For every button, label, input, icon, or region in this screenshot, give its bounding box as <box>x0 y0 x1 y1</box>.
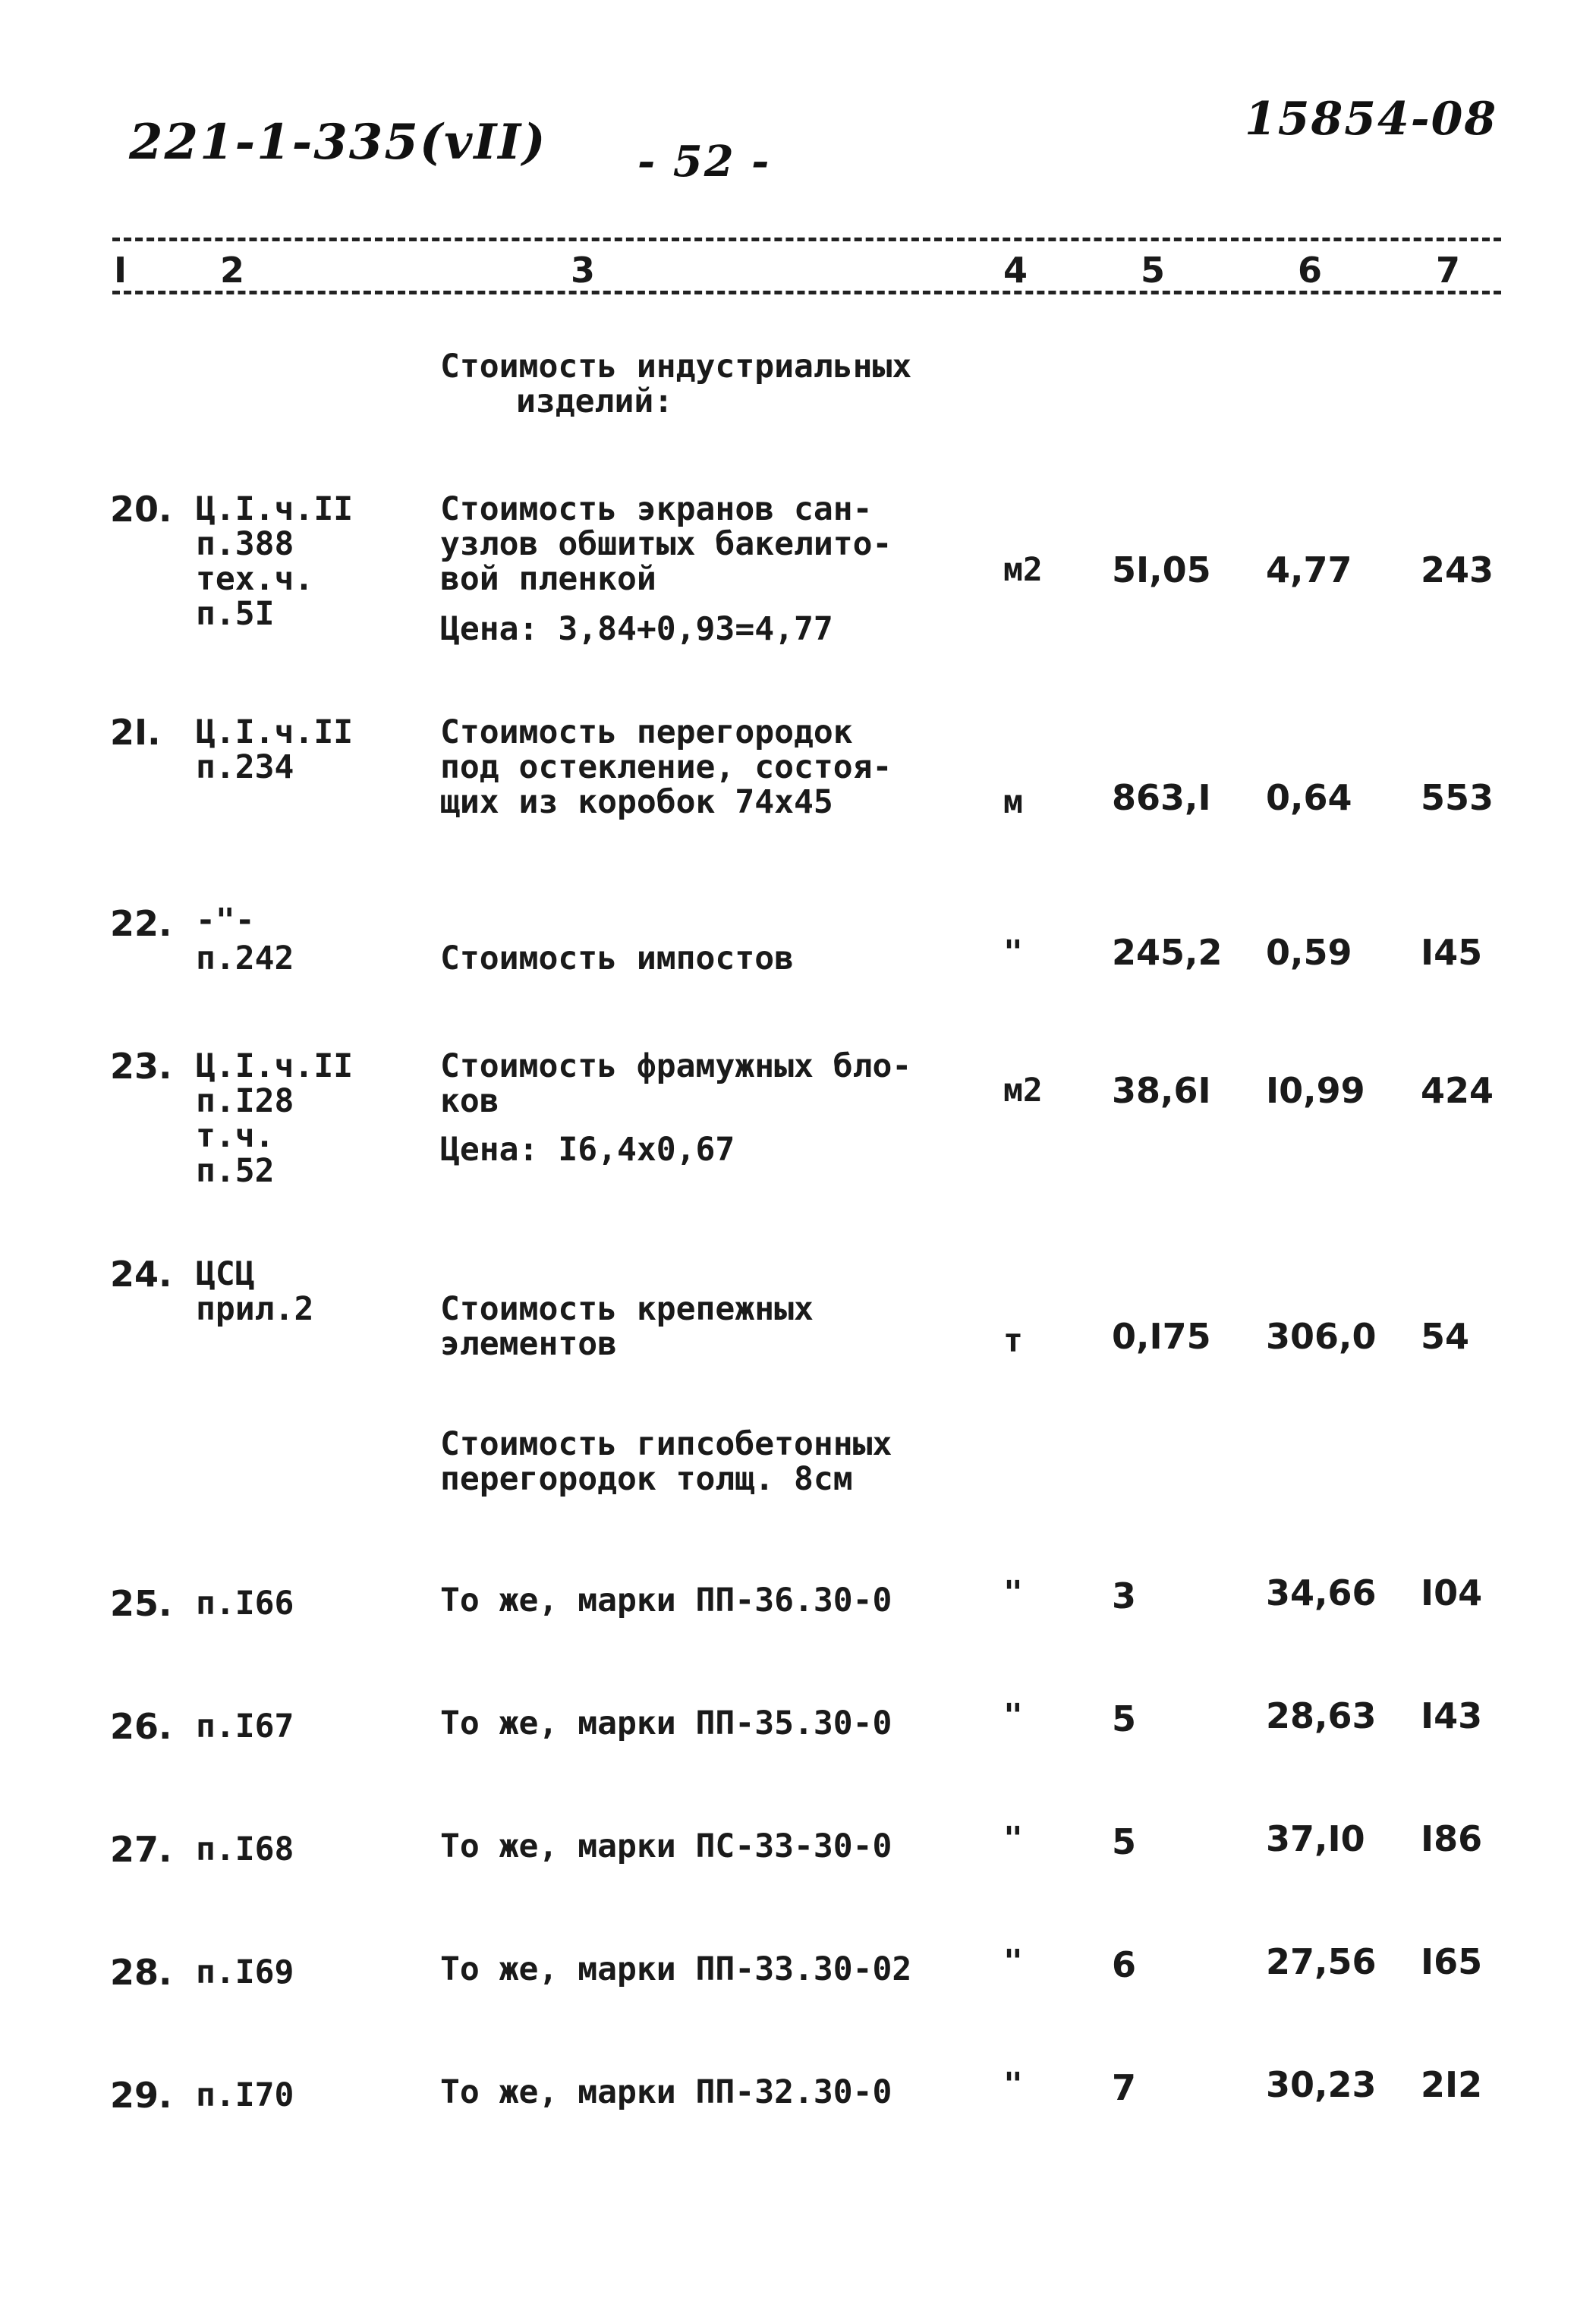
row-description: Стоимость импостов <box>440 940 794 977</box>
row-description: ков <box>440 1082 499 1120</box>
row-reference: п.5I <box>196 595 275 633</box>
row-unit: т <box>1003 1322 1023 1360</box>
column-number-5: 5 <box>1141 250 1166 291</box>
column-number-3: 3 <box>571 250 596 291</box>
column-number-1: I <box>114 250 127 291</box>
row-quantity: 38,6I <box>1112 1070 1211 1111</box>
row-reference: п.I70 <box>196 2076 294 2114</box>
section-heading-gypsum-line-2: перегородок толщ. 8см <box>440 1460 853 1498</box>
row-unit: м2 <box>1003 1072 1043 1110</box>
row-unit-price: I0,99 <box>1266 1070 1365 1111</box>
row-price-note: Цена: I6,4х0,67 <box>440 1131 735 1169</box>
row-total: I45 <box>1421 932 1483 973</box>
row-total: 553 <box>1421 777 1494 818</box>
row-reference: -"- <box>196 902 255 940</box>
row-reference: п.I66 <box>196 1585 294 1623</box>
section-heading-industrial-line-1: Стоимость индустриальных <box>440 348 912 386</box>
row-unit-price: 34,66 <box>1266 1572 1377 1613</box>
row-unit-price: 0,59 <box>1266 932 1352 973</box>
row-unit: " <box>1003 1943 1023 1981</box>
row-quantity: 7 <box>1112 2067 1137 2108</box>
row-description: То же, марки ПП-32.30-0 <box>440 2073 892 2111</box>
row-description: щих из коробок 74х45 <box>440 783 833 821</box>
row-total: 424 <box>1421 1070 1494 1111</box>
row-number: 22. <box>110 903 172 944</box>
row-unit-price: 27,56 <box>1266 1941 1377 1982</box>
row-reference: п.I69 <box>196 1953 294 1991</box>
row-reference: Ц.I.ч.II <box>196 1047 354 1085</box>
row-reference: п.I67 <box>196 1708 294 1745</box>
row-unit-price: 306,0 <box>1266 1316 1377 1357</box>
row-description: вой пленкой <box>440 560 656 598</box>
row-number: 24. <box>110 1254 172 1295</box>
row-unit-price: 4,77 <box>1266 549 1352 590</box>
row-number: 25. <box>110 1583 172 1624</box>
row-description: То же, марки ПС-33-30-0 <box>440 1827 892 1865</box>
row-description: Стоимость крепежных <box>440 1290 814 1328</box>
row-reference: п.I68 <box>196 1830 294 1868</box>
row-reference: п.I28 <box>196 1082 294 1120</box>
row-reference: тех.ч. <box>196 560 314 598</box>
page-number: - 52 - <box>637 137 771 187</box>
row-reference: ЦСЦ <box>196 1255 255 1293</box>
row-unit-price: 0,64 <box>1266 777 1352 818</box>
row-description: То же, марки ПП-35.30-0 <box>440 1704 892 1742</box>
row-quantity: 6 <box>1112 1944 1137 1985</box>
row-number: 2I. <box>110 712 161 753</box>
row-reference: п.52 <box>196 1152 275 1190</box>
row-quantity: 0,I75 <box>1112 1316 1211 1357</box>
row-description: То же, марки ПП-36.30-0 <box>440 1582 892 1619</box>
row-total: I43 <box>1421 1695 1483 1736</box>
row-quantity: 245,2 <box>1112 932 1223 973</box>
column-number-7: 7 <box>1436 250 1461 291</box>
row-total: 54 <box>1421 1316 1470 1357</box>
row-reference: Ц.I.ч.II <box>196 713 354 751</box>
row-description: узлов обшитых бакелито- <box>440 525 892 563</box>
row-description: элементов <box>440 1325 617 1363</box>
row-reference: п.234 <box>196 748 294 786</box>
row-total: 2I2 <box>1421 2064 1483 2105</box>
row-unit: " <box>1003 1820 1023 1858</box>
row-unit-price: 37,I0 <box>1266 1818 1365 1859</box>
row-unit: " <box>1003 1697 1023 1735</box>
row-quantity: 5 <box>1112 1821 1137 1862</box>
row-unit-price: 28,63 <box>1266 1695 1377 1736</box>
row-number: 28. <box>110 1952 172 1993</box>
row-total: I86 <box>1421 1818 1483 1859</box>
row-total: I04 <box>1421 1572 1483 1613</box>
document-code: 221-1-335(vII) <box>129 114 547 171</box>
row-unit: м2 <box>1003 551 1043 589</box>
row-reference: прил.2 <box>196 1290 314 1328</box>
row-number: 27. <box>110 1829 172 1870</box>
row-description: Стоимость фрамужных бло- <box>440 1047 912 1085</box>
column-number-2: 2 <box>220 250 245 291</box>
row-quantity: 5 <box>1112 1698 1137 1739</box>
row-description: под остекление, состоя- <box>440 748 892 786</box>
archive-number: 15854-08 <box>1245 93 1498 146</box>
row-total: 243 <box>1421 549 1494 590</box>
row-total: I65 <box>1421 1941 1483 1982</box>
row-description: Стоимость экранов сан- <box>440 490 873 528</box>
row-reference: п.388 <box>196 525 294 563</box>
row-reference: п.242 <box>196 940 294 977</box>
row-unit-price: 30,23 <box>1266 2064 1377 2105</box>
section-heading-gypsum-line-1: Стоимость гипсобетонных <box>440 1425 892 1463</box>
row-reference: Ц.I.ч.II <box>196 490 354 528</box>
column-number-4: 4 <box>1003 250 1028 291</box>
column-number-6: 6 <box>1298 250 1323 291</box>
column-header-top-rule <box>112 238 1501 241</box>
row-description: То же, марки ПП-33.30-02 <box>440 1950 912 1988</box>
row-number: 23. <box>110 1046 172 1087</box>
row-unit: " <box>1003 1574 1023 1612</box>
row-quantity: 863,I <box>1112 777 1211 818</box>
row-unit: " <box>1003 2066 1023 2104</box>
row-number: 26. <box>110 1706 172 1747</box>
row-unit: " <box>1003 933 1023 971</box>
column-header-bottom-rule <box>112 291 1501 294</box>
row-price-note: Цена: 3,84+0,93=4,77 <box>440 610 833 648</box>
row-reference: т.ч. <box>196 1117 275 1155</box>
row-quantity: 5I,05 <box>1112 549 1211 590</box>
row-number: 29. <box>110 2075 172 2116</box>
row-description: Стоимость перегородок <box>440 713 853 751</box>
row-unit: м <box>1003 783 1023 821</box>
row-quantity: 3 <box>1112 1575 1137 1616</box>
row-number: 20. <box>110 489 172 530</box>
section-heading-industrial-line-2: изделий: <box>516 382 674 420</box>
